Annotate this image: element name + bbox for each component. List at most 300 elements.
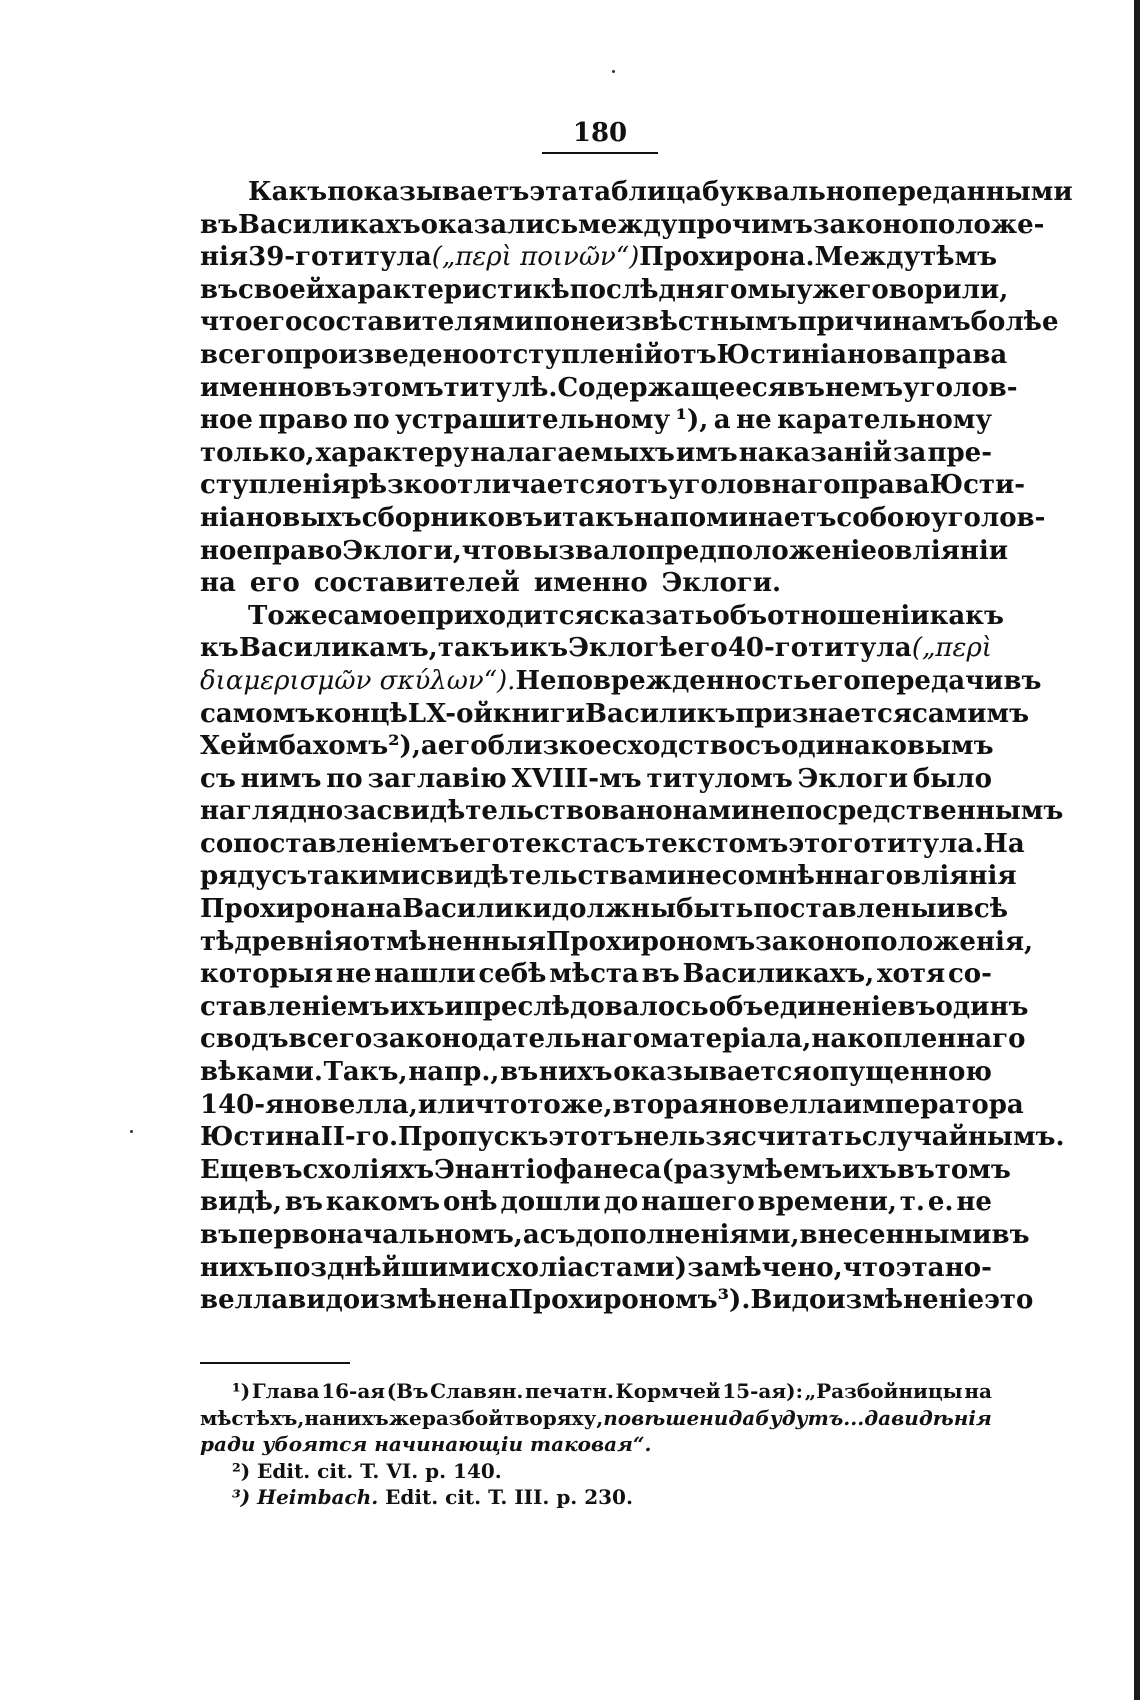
text-line [200, 1154, 1011, 1187]
footnote-word: Славян. [430, 1379, 524, 1403]
scan-speck [130, 1130, 133, 1133]
word: не [956, 1187, 992, 1218]
word: вторая [612, 1089, 719, 1120]
word: случайнымъ. [861, 1122, 1065, 1153]
word: схоліастами) [490, 1252, 688, 1283]
word: Юстиніанова [716, 339, 919, 370]
word: Василикъ [585, 698, 736, 729]
word: ряду [200, 861, 272, 892]
text-line [200, 698, 1030, 731]
word: въ [500, 1057, 539, 1088]
footnote-3-citation: Edit. cit. T. III. p. 230. [378, 1485, 633, 1509]
word: права [918, 339, 1008, 370]
word: въ [284, 1187, 323, 1218]
text-line [200, 763, 992, 796]
text-line [200, 828, 1025, 861]
word: это [984, 1285, 1034, 1316]
word: времени, [757, 1187, 897, 1218]
word: Эклоги [797, 763, 908, 794]
word: именно [200, 372, 314, 403]
word: Прохирона. [639, 242, 815, 273]
word: отношеніи [767, 600, 930, 631]
word: причинамъ [797, 307, 971, 338]
word: говорили, [855, 274, 1009, 305]
body-text [200, 176, 1073, 1317]
word: Между [814, 242, 921, 273]
word: въ [896, 1154, 935, 1185]
text-line [200, 795, 1064, 828]
word: что [842, 1252, 896, 1283]
word: сборниковъ [361, 502, 543, 533]
text-line [200, 1186, 992, 1219]
word: съ [745, 731, 781, 762]
text-line [200, 665, 1042, 698]
word: концѣ [315, 698, 408, 729]
word: сводъ [200, 1024, 289, 1055]
word: Прохирономъ [545, 926, 756, 957]
word: съ [200, 763, 236, 794]
word: Эклоги. [661, 568, 782, 599]
text-line [200, 502, 1046, 535]
word: составителей [313, 568, 520, 599]
footnote-3 [200, 1484, 992, 1511]
word: Видоизмѣненіе [750, 1285, 985, 1316]
word: На [983, 828, 1025, 859]
text-line [200, 1252, 992, 1285]
word: видѣ, [200, 1187, 283, 1218]
word: приходится [416, 600, 594, 631]
footnote-word: творяху, [503, 1405, 604, 1430]
footnote-word-italic: видѣнія [891, 1405, 992, 1430]
word: томъ [934, 1154, 1011, 1185]
footnote-divider [200, 1362, 350, 1364]
word: до [603, 1187, 639, 1218]
footnote-1-quote: ради убоятся начинающіи таковая“. [200, 1432, 652, 1456]
text-line [200, 209, 1045, 242]
word: прочимъ [677, 209, 813, 240]
footnote-word: Глава [251, 1379, 320, 1403]
word: дополненіями, [575, 1220, 800, 1250]
word: нашли [374, 959, 476, 990]
footnote-3-author: ³) Heimbach. [232, 1485, 379, 1509]
scan-spine-edge [1134, 0, 1140, 1700]
word: 140-я [200, 1089, 285, 1120]
word: въ [897, 991, 936, 1022]
text-line [200, 339, 1008, 372]
word: въ [786, 372, 825, 403]
word: заглавію [367, 763, 507, 794]
word: какъ [929, 600, 1004, 631]
word: своей [238, 274, 326, 305]
word: внесенными [799, 1220, 992, 1250]
word: характеру [315, 437, 470, 468]
word: въ [313, 372, 352, 403]
word: ное [200, 535, 253, 566]
word: одинаковымъ [780, 731, 994, 762]
word: предположеніе [645, 535, 877, 566]
text-line [200, 372, 1018, 405]
word: сопоставленіемъ [200, 828, 460, 859]
word: То [248, 600, 285, 631]
word: Энантіофанеса [434, 1154, 662, 1185]
word: такъ [562, 502, 634, 533]
footnote-word: „Разбойницы [804, 1379, 963, 1403]
word: а [522, 1220, 540, 1250]
word: между [578, 209, 678, 240]
text-line [200, 1056, 992, 1089]
word: Неповрежденность [515, 665, 811, 696]
text-line [200, 860, 1017, 893]
word: отмѣненныя [352, 926, 546, 957]
word: титула [328, 242, 432, 273]
footnote-word-italic: будутъ... [755, 1405, 865, 1430]
word: къ [529, 633, 569, 664]
word: такими [307, 861, 421, 892]
word: со- [947, 959, 992, 990]
word: Еще [200, 1154, 265, 1185]
word: его [459, 828, 510, 859]
text-line [200, 1219, 1030, 1252]
word: мѣста [549, 959, 639, 990]
word: нихъ [200, 1252, 274, 1283]
footnote-word-italic: да [728, 1405, 756, 1430]
text-line [200, 306, 1059, 339]
text-line [200, 600, 1004, 633]
footnote-word: мѣстѣхъ, [200, 1405, 305, 1430]
word: сказать [593, 600, 713, 631]
word: именно [533, 568, 648, 599]
word: XVIII-мъ [511, 763, 642, 794]
word: то [527, 1089, 561, 1120]
word: Василики [402, 894, 552, 925]
word: объ [712, 600, 768, 631]
word: по [326, 763, 363, 794]
text-line [200, 176, 1073, 209]
text-line [200, 567, 992, 600]
word: позднѣйшими [274, 1252, 491, 1283]
word: что [200, 307, 253, 338]
word: составителями [302, 307, 534, 338]
footnote-word: 16-ая [321, 1379, 386, 1403]
word: ихъ [842, 1154, 897, 1185]
word: тѣмъ [920, 242, 998, 273]
word: Юсти- [929, 470, 1026, 501]
word: его [437, 731, 488, 762]
word: императора [842, 1089, 1024, 1120]
word: и [542, 502, 563, 533]
text-line [200, 274, 1009, 307]
word: его [252, 307, 303, 338]
footnote-word: ¹) [232, 1379, 251, 1403]
word: и [509, 633, 530, 664]
word: въ [200, 274, 239, 305]
word: всѣ [955, 894, 1008, 925]
word: самимъ [911, 698, 1030, 729]
word: нами [672, 796, 751, 827]
footnote-word: Кормчей [615, 1379, 721, 1403]
word: сходство [611, 731, 746, 762]
word: признается [735, 698, 912, 729]
word: уголов- [903, 372, 1018, 403]
word: въ [200, 209, 239, 240]
word: LX-ой [407, 698, 493, 729]
word: законодательнаго [372, 1024, 651, 1055]
word: эта [895, 1252, 945, 1283]
word: ихъ [389, 991, 445, 1022]
word: Прохирономъ [508, 1285, 718, 1316]
word: о [876, 535, 895, 566]
word: собою [836, 502, 931, 533]
word: пре- [927, 437, 992, 468]
text-line [200, 1121, 1065, 1154]
word: право [258, 405, 348, 436]
word: отъ [614, 470, 668, 501]
word: немъ [824, 372, 904, 403]
word: этотъ [548, 1122, 634, 1153]
word: отступленій [479, 339, 664, 370]
word: на [200, 568, 236, 599]
word: ступленія [200, 470, 351, 501]
word: оказались [420, 209, 579, 240]
word: вызвало [514, 535, 646, 566]
word: ³). [717, 1285, 751, 1316]
word: накопленнаго [811, 1024, 1026, 1055]
footnote-1-line-3 [200, 1431, 992, 1458]
word: его [249, 568, 300, 599]
text-line [200, 730, 992, 763]
word: схоліяхъ [302, 1154, 435, 1185]
text-line [200, 404, 992, 437]
word: а [713, 405, 731, 436]
word: права [840, 470, 930, 501]
word: въ [200, 1220, 239, 1250]
footnote-word: нихъ [332, 1405, 389, 1430]
word: рѣзко [350, 470, 440, 501]
text-line [200, 958, 992, 991]
word: по [353, 405, 390, 436]
word: титуломъ [646, 763, 793, 794]
word: этого [788, 828, 871, 859]
word: за [892, 437, 927, 468]
word: засвидѣтельствовано [343, 796, 673, 827]
word: 39-го [248, 242, 329, 273]
word: новелла, [284, 1089, 418, 1120]
footnote-word: (Въ [386, 1379, 429, 1403]
word: хотя [876, 959, 946, 990]
footnote-word: же [388, 1405, 422, 1430]
word: вліяніи [894, 535, 1008, 566]
text-line [200, 241, 998, 274]
word: оказывается [613, 1057, 812, 1088]
word: законоположе- [812, 209, 1045, 240]
word: ²), [388, 731, 421, 762]
word: должны [551, 894, 677, 925]
word: въ [264, 1154, 303, 1185]
word: титула. [870, 828, 984, 859]
word: уже [795, 274, 856, 305]
word: наказаній [738, 437, 892, 468]
word: и [444, 991, 464, 1022]
word: Какъ [248, 177, 328, 207]
word: опущенною [812, 1057, 992, 1088]
text-line [200, 1023, 1026, 1056]
text-line [200, 893, 1008, 926]
scan-speck [612, 70, 615, 73]
word: замѣчено, [687, 1252, 843, 1283]
word: только, [200, 437, 315, 468]
word: такъ [437, 633, 510, 664]
word: объединеніе [708, 991, 898, 1022]
word: текстомъ [645, 828, 789, 859]
word: близкое [487, 731, 612, 762]
word: διαμερισμῶν σκύλων“). [200, 665, 516, 696]
word: титулѣ. [443, 372, 558, 403]
footnotes [200, 1378, 992, 1511]
word: древнія [234, 926, 353, 957]
word: поставлены [753, 894, 937, 925]
word: съ [609, 828, 646, 859]
text-line [200, 926, 1034, 959]
word: т. [899, 1187, 925, 1218]
word: наглядно [200, 796, 344, 827]
word: всего [200, 339, 284, 370]
word: съ [539, 1220, 576, 1250]
word: ное [200, 405, 253, 436]
word: и [936, 894, 956, 925]
word: Такъ, [323, 1057, 408, 1088]
word: себѣ [478, 959, 547, 990]
word: всего [288, 1024, 373, 1055]
word: не [335, 959, 372, 990]
word: Эклоги, [342, 535, 462, 566]
word: ніановыхъ [200, 502, 362, 533]
word: Василикахъ, [682, 959, 875, 990]
word: къ [200, 633, 239, 664]
word: на [366, 894, 403, 925]
text-line [200, 991, 1029, 1024]
footnote-2: ²) Edit. cit. T. VI. p. 140. [232, 1458, 502, 1483]
word: преслѣдовалось [463, 991, 709, 1022]
word: е. [927, 1187, 954, 1218]
text-line [200, 535, 1008, 568]
word: отъ [663, 339, 717, 370]
word: болѣе [970, 307, 1059, 338]
word: которыя [200, 959, 334, 990]
word: новелла [718, 1089, 843, 1120]
word: онѣ [442, 1187, 498, 1218]
word: вѣками. [200, 1057, 323, 1088]
word: же [284, 600, 328, 631]
word: нихъ [538, 1057, 613, 1088]
word: по [533, 307, 571, 338]
word: считать [741, 1122, 862, 1153]
text-line [200, 437, 992, 470]
word: напр., [408, 1057, 500, 1088]
word: этомъ [351, 372, 444, 403]
word: свидѣтельствами [420, 861, 687, 892]
word: передачи [860, 665, 1004, 696]
word: Хеймбахомъ [200, 731, 389, 762]
word: что [474, 1089, 528, 1120]
word: налагаемыхъ [470, 437, 675, 468]
word: въ [641, 959, 680, 990]
word: несомнѣннаго [686, 861, 904, 892]
word: (разумѣемъ [661, 1154, 843, 1185]
word: въ [1003, 665, 1042, 696]
word: неизвѣстнымъ [570, 307, 798, 338]
word: видоизмѣнена [288, 1285, 509, 1316]
word: уголов- [930, 502, 1046, 533]
word: 40-го [727, 633, 809, 664]
word: переданными [862, 177, 1073, 207]
word: а [420, 731, 438, 762]
word: титула [808, 633, 912, 664]
word: но- [944, 1252, 992, 1283]
word: нія [200, 242, 249, 273]
word: нимъ [240, 763, 322, 794]
word: II-го. [320, 1122, 399, 1153]
word: показываетъ [327, 177, 530, 207]
word: Прохирона [200, 894, 367, 925]
word: Василикахъ [238, 209, 421, 240]
word: быть [676, 894, 754, 925]
word: въ [991, 1220, 1030, 1250]
word: право [252, 535, 343, 566]
text-line [200, 469, 1026, 502]
word: Эклогѣ [568, 633, 678, 664]
word: отличается [439, 470, 615, 501]
word: было [912, 763, 992, 794]
word: какомъ [325, 1187, 441, 1218]
word: тѣ [200, 926, 235, 957]
footnote-word: на [304, 1405, 332, 1430]
text-line [200, 632, 992, 665]
footnote-word: разбой [421, 1405, 504, 1430]
word: устрашительному [395, 405, 671, 436]
word: самомъ [200, 698, 316, 729]
word: одинъ [935, 991, 1029, 1022]
word: Юстина [200, 1122, 321, 1153]
word: Пропускъ [398, 1122, 549, 1153]
word: мы [747, 274, 796, 305]
word: что [461, 535, 515, 566]
footnote-1-line-2 [200, 1405, 992, 1432]
word: („περὶ [911, 633, 992, 664]
word: вліянія [903, 861, 1017, 892]
footnote-word: на [964, 1379, 992, 1403]
word: его [810, 665, 861, 696]
footnote-1-line-1 [200, 1378, 992, 1405]
word: же, [560, 1089, 613, 1120]
word: законоположенія, [755, 926, 1034, 957]
word: напоминаетъ [633, 502, 837, 533]
footnote-word-italic: повѣшени [603, 1405, 729, 1430]
word: текста [509, 828, 610, 859]
word: самое [327, 600, 417, 631]
word: карательному [777, 405, 992, 436]
word: велла [200, 1285, 289, 1316]
word: непосредственнымъ [750, 796, 1064, 827]
text-line [200, 1089, 1024, 1122]
word: не [736, 405, 772, 436]
word: первоначальномъ, [238, 1220, 523, 1250]
word: Содержащееся [557, 372, 787, 403]
word: имъ [675, 437, 738, 468]
word: дошли [500, 1187, 601, 1218]
word: уголовнаго [667, 470, 841, 501]
word: ставленіемъ [200, 991, 390, 1022]
word: произведено [283, 339, 479, 370]
